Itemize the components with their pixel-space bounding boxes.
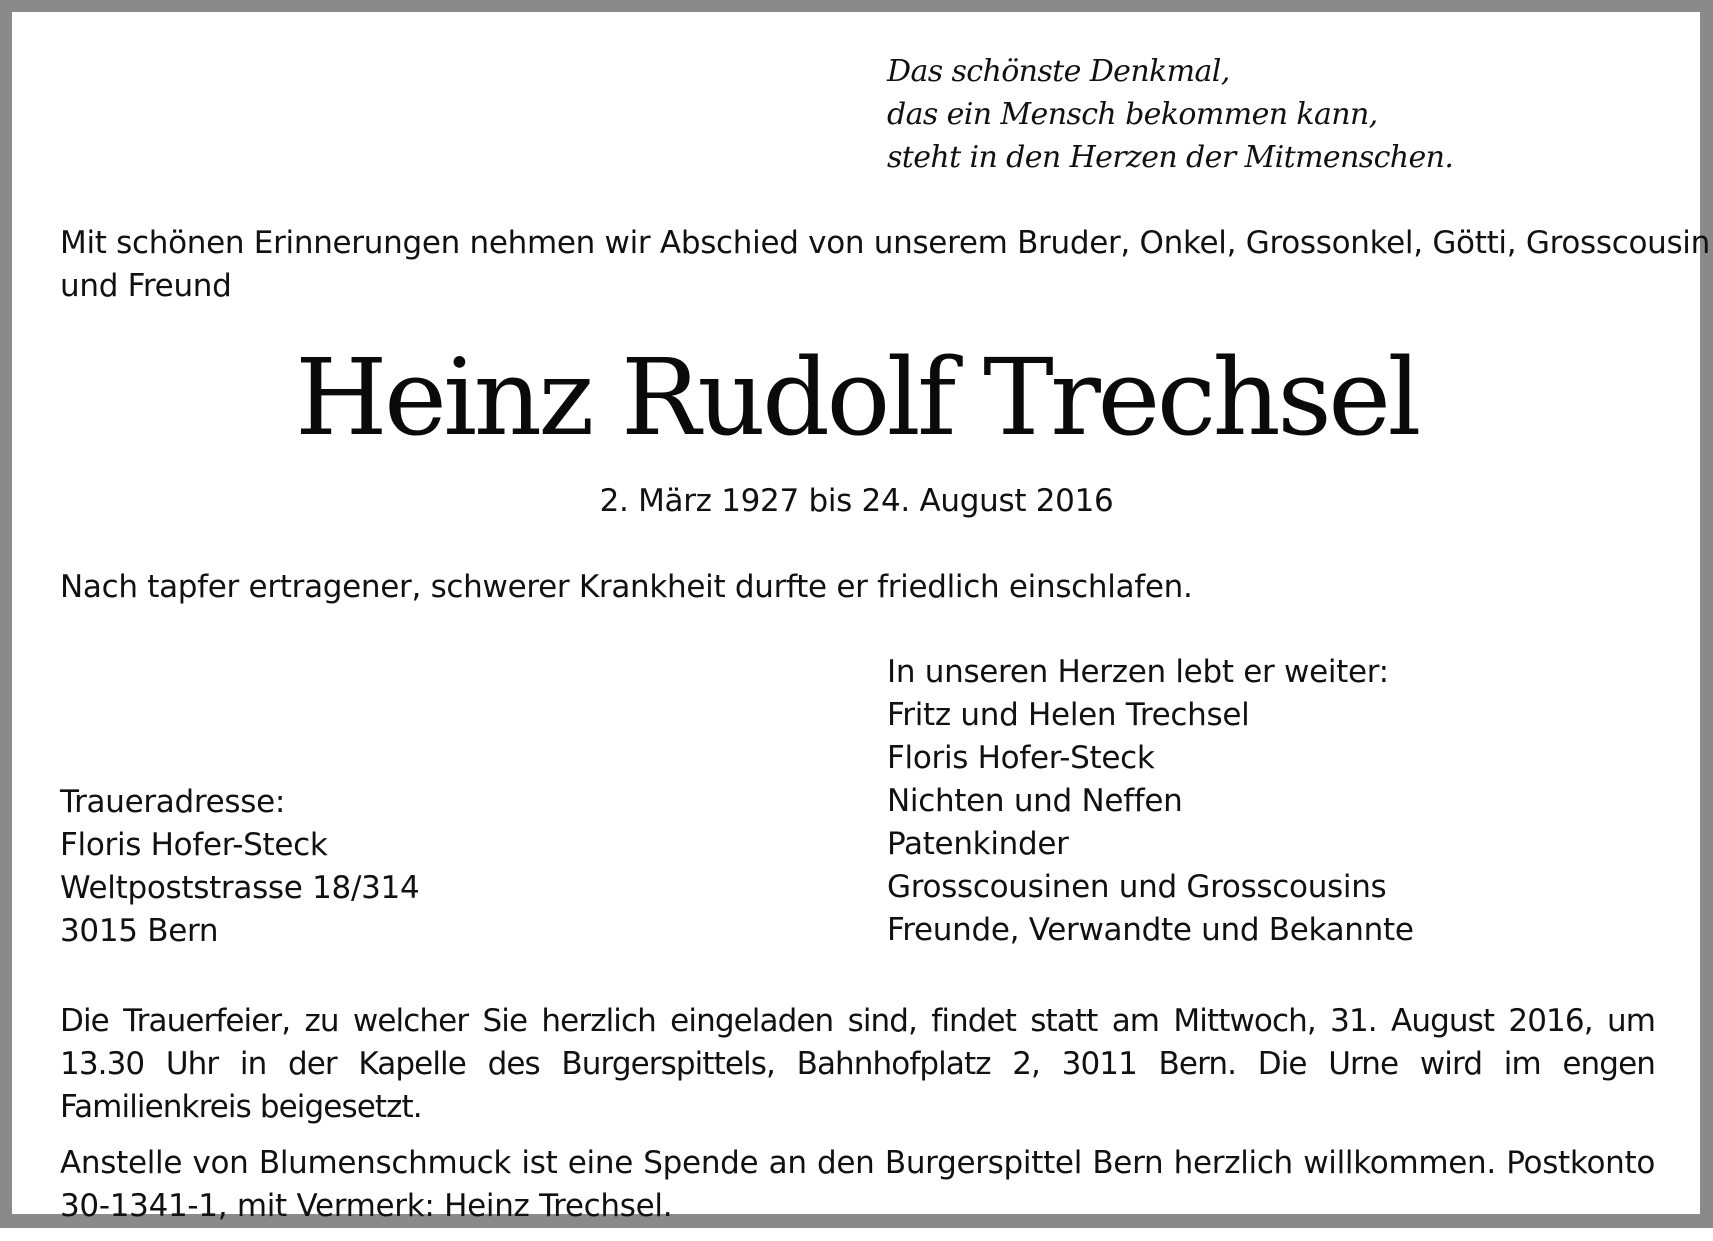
mourners-heading: In unseren Herzen lebt er weiter: [887,654,1389,690]
address-heading: Traueradresse: [60,784,286,820]
mourner-entry: Freunde, Verwandte und Bekannte [887,912,1414,948]
intro-line: und Freund [60,268,232,304]
donation-note: Anstelle von Blumenschmuck ist eine Spende an den Burgerspittel Bern herzlich willkommen. Postkonto 30-1341-1, mit Vermerk: Heinz Trechsel. [60,1145,1655,1224]
address-street: Weltpoststrasse 18/314 [60,870,420,906]
motto-line: steht in den Herzen der Mitmenschen. [887,140,1454,175]
mourner-entry: Nichten und Neffen [887,783,1183,819]
address-name: Floris Hofer-Steck [60,827,328,863]
life-dates: 2. März 1927 bis 24. August 2016 [599,483,1114,519]
mourner-entry: Grosscousinen und Grosscousins [887,869,1387,905]
motto-line: das ein Mensch bekommen kann, [887,97,1378,132]
address-city: 3015 Bern [60,913,219,949]
mourner-entry: Floris Hofer-Steck [887,740,1155,776]
ceremony-section [60,1000,1655,1241]
motto-line: Das schönste Denkmal, [887,54,1230,89]
mourners-list [887,651,1414,952]
intro-line: Mit schönen Erinnerungen nehmen wir Abschied von unserem Bruder, Onkel, Grossonkel, Götti, Grosscousin [60,225,1710,261]
mourner-entry: Fritz und Helen Trechsel [887,697,1250,733]
passing-statement: Nach tapfer ertragener, schwerer Krankheit durfte er friedlich einschlafen. [60,569,1193,605]
mourning-address [60,781,419,953]
deceased-name: Heinz Rudolf Trechsel [295,336,1418,459]
mourner-entry: Patenkinder [887,826,1069,862]
motto-quote [887,50,1453,179]
intro-paragraph [60,222,1710,308]
funeral-details: Die Trauerfeier, zu welcher Sie herzlich eingeladen sind, findet statt am Mittwoch, 31. August 2016, um 13.30 Uhr in der Kapelle des Burgerspittels, Bahnhofplatz 2, 3011 Bern. Die Urne wird im engen Familienkreis beigesetzt. [60,1003,1655,1125]
